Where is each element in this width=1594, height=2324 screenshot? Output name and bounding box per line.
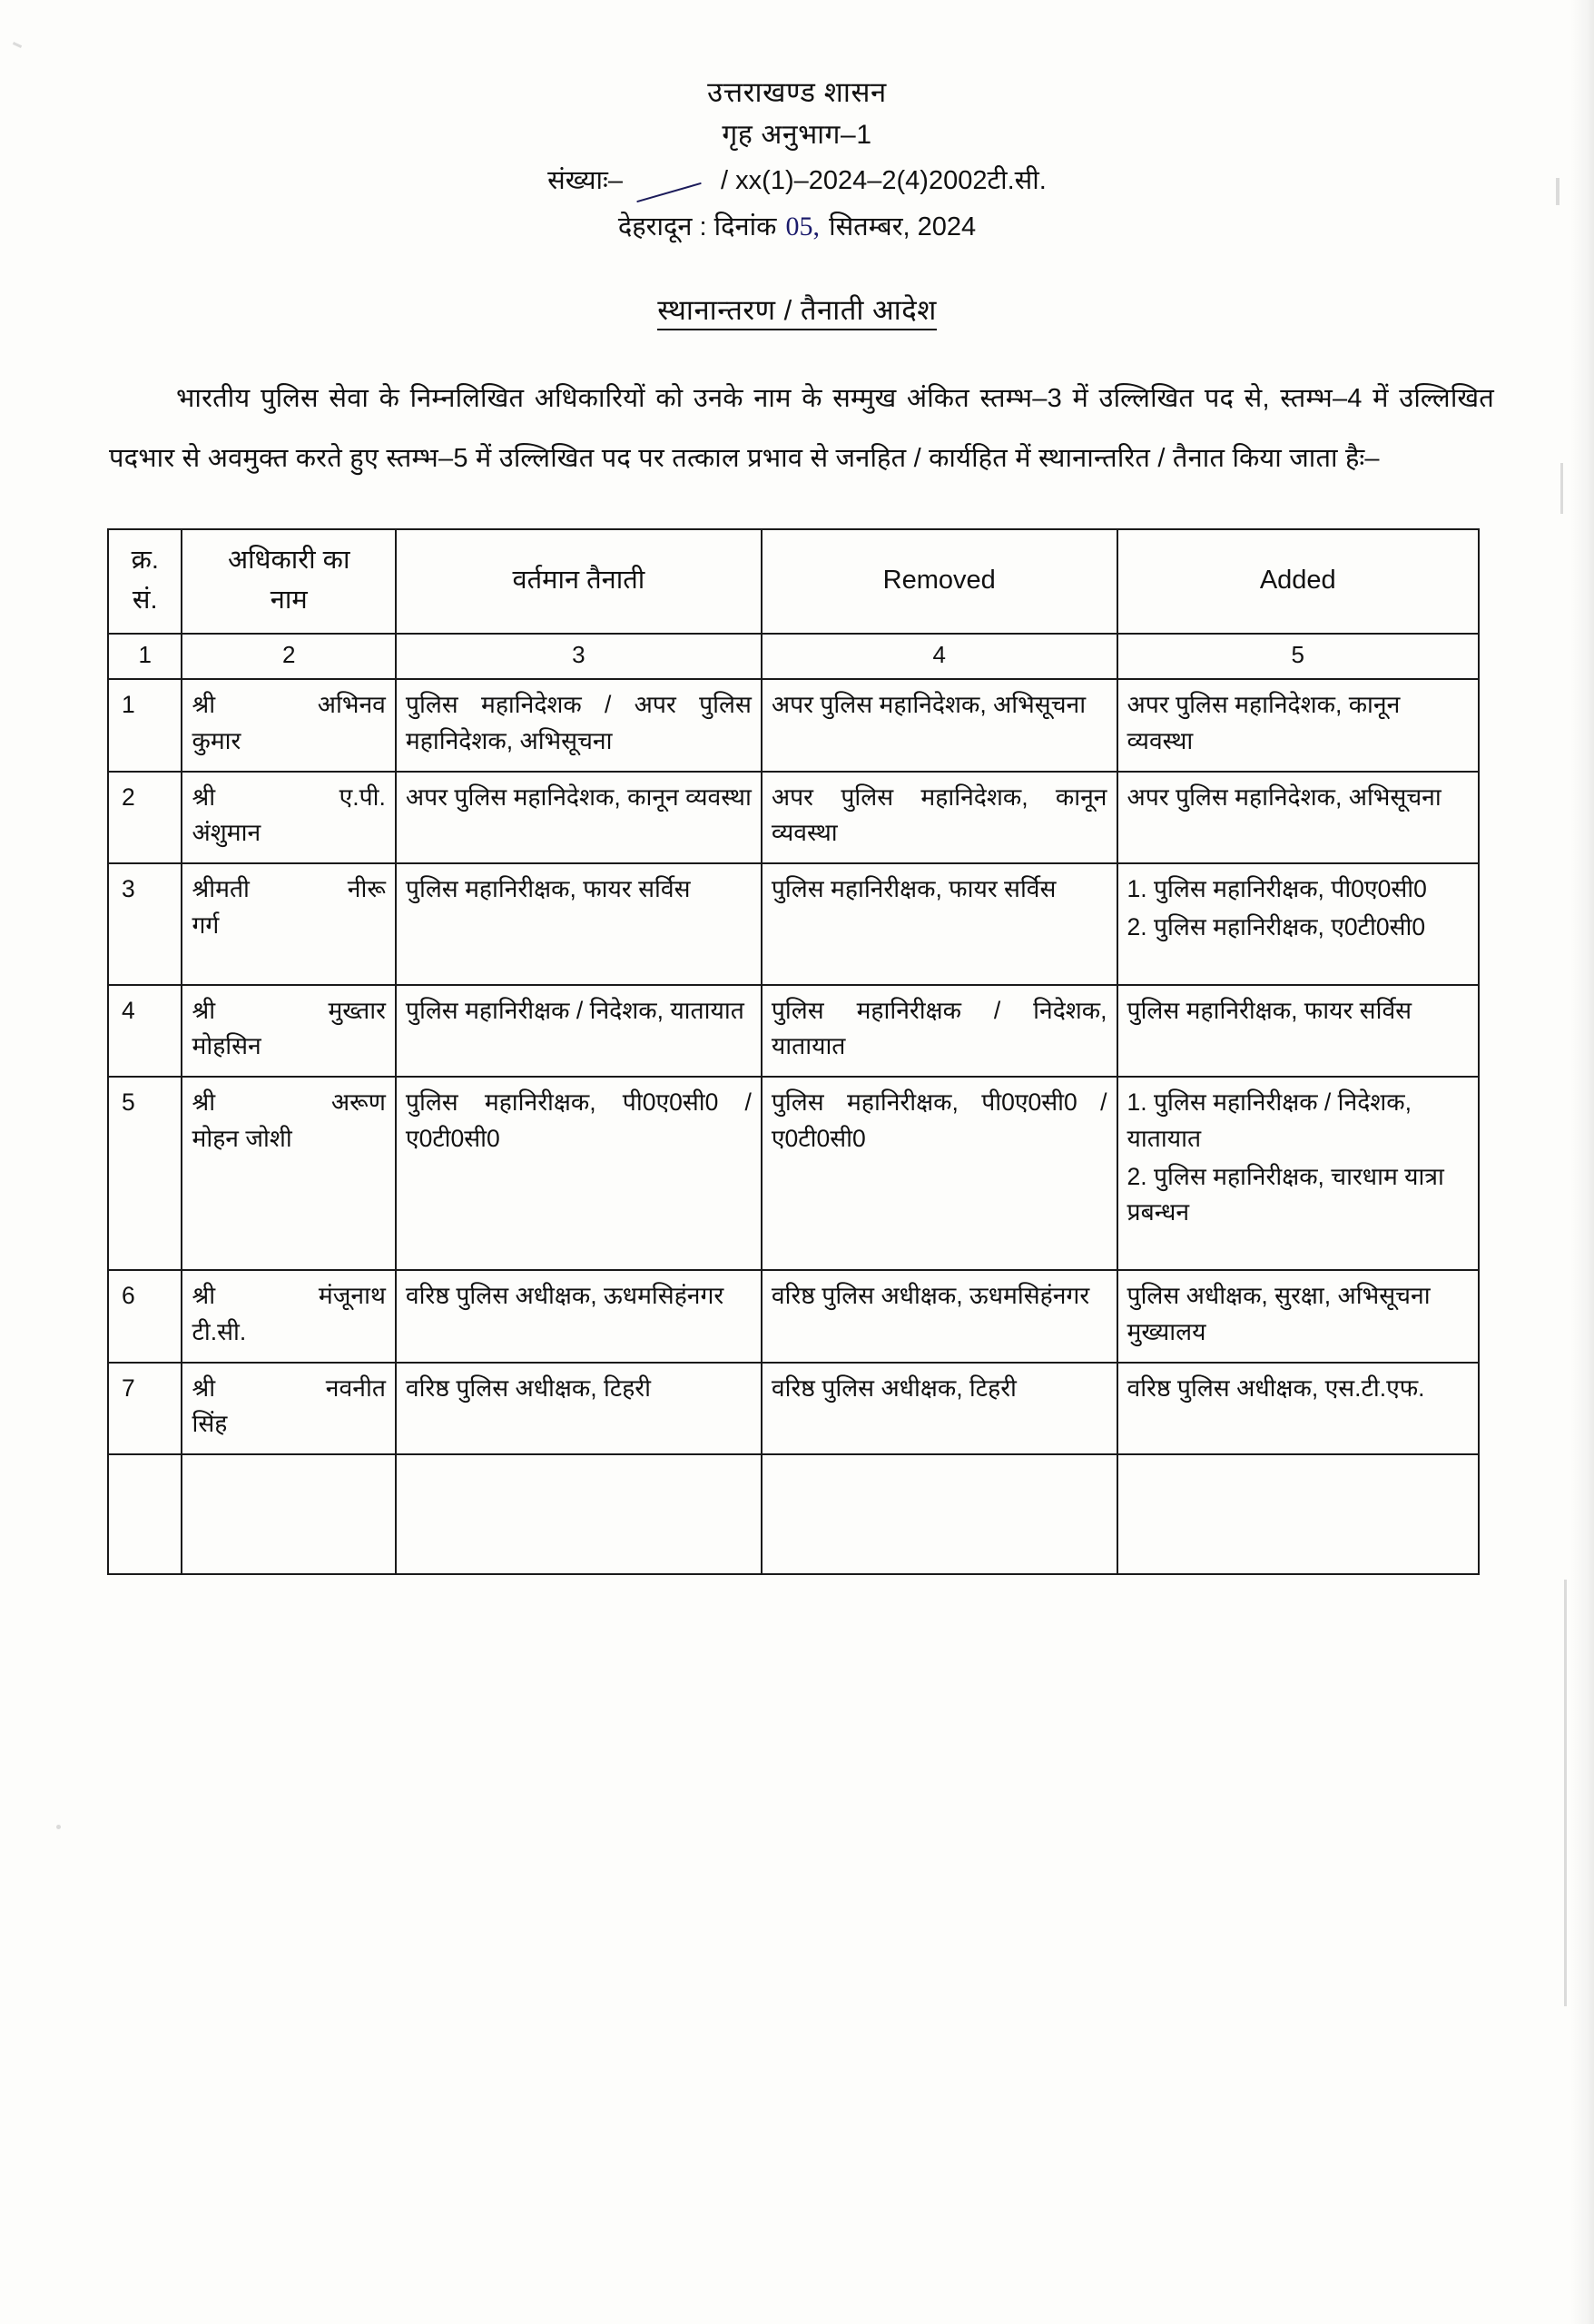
- blank-cell-current: [396, 1454, 762, 1574]
- added-list: [1127, 1085, 1469, 1231]
- row-current-posting: पुलिस महानिरीक्षक, पी0ए0सी0 / ए0टी0सी0: [396, 1077, 762, 1270]
- row-serial: 2: [108, 772, 182, 864]
- place-date-line: [0, 206, 1594, 249]
- scan-artifact-right-mid: [1560, 463, 1563, 514]
- row-added: [1117, 863, 1479, 985]
- column-header-officer-name: [182, 529, 395, 634]
- handwritten-date: 05,: [785, 212, 820, 242]
- reference-number-line: [0, 161, 1594, 202]
- table-row: [108, 679, 1479, 772]
- officer-name-line1: श्री मुख्तार: [192, 996, 386, 1024]
- row-removed: अपर पुलिस महानिदेशक, अभिसूचना: [762, 679, 1117, 772]
- row-serial: 7: [108, 1363, 182, 1455]
- column-number-4: 4: [762, 634, 1117, 679]
- transfer-order-table: [107, 528, 1480, 1575]
- handwritten-stroke-icon: [628, 173, 715, 201]
- table-header-row: [108, 529, 1479, 634]
- table-row: [108, 863, 1479, 985]
- column-header-current-posting: वर्तमान तैनाती: [396, 529, 762, 634]
- officer-name-line1: श्री मंजूनाथ: [192, 1282, 386, 1310]
- officer-name-line2: सिंह: [192, 1410, 228, 1438]
- table-row-blank: [108, 1454, 1479, 1574]
- row-added: अपर पुलिस महानिदेशक, कानून व्यवस्था: [1117, 679, 1479, 772]
- column-header-removed: Removed: [762, 529, 1117, 634]
- organization-name: उत्तराखण्ड शासन: [707, 76, 887, 108]
- page-title-text: स्थानान्तरण / तैनाती आदेश: [657, 294, 937, 330]
- row-officer-name: [182, 1270, 395, 1363]
- row-removed: अपर पुलिस महानिदेशक, कानून व्यवस्था: [762, 772, 1117, 864]
- department-name: गृह अनुभाग–1: [722, 120, 872, 151]
- row-added: पुलिस अधीक्षक, सुरक्षा, अभिसूचना मुख्यालय: [1117, 1270, 1479, 1363]
- column-header-officer-name-line2: नाम: [270, 585, 308, 615]
- list-item: 2. पुलिस महानिरीक्षक, ए0टी0सी0: [1127, 912, 1426, 940]
- row-serial: 4: [108, 985, 182, 1078]
- column-header-officer-name-line1: अधिकारी का: [227, 546, 350, 576]
- month-year: सितम्बर, 2024: [829, 212, 977, 242]
- row-added: अपर पुलिस महानिदेशक, अभिसूचना: [1117, 772, 1479, 864]
- row-current-posting: पुलिस महानिदेशक / अपर पुलिस महानिदेशक, अभिसूचना: [396, 679, 762, 772]
- row-officer-name: [182, 985, 395, 1078]
- officer-name-line2: टी.सी.: [192, 1317, 247, 1345]
- table-row: [108, 1363, 1479, 1455]
- row-current-posting: वरिष्ठ पुलिस अधीक्षक, ऊधमसिहंनगर: [396, 1270, 762, 1363]
- row-officer-name: [182, 772, 395, 864]
- officer-name-line2: कुमार: [192, 726, 241, 754]
- scan-artifact-right-lower: [1564, 1580, 1567, 2006]
- added-list: [1127, 872, 1469, 946]
- list-item: 2. पुलिस महानिरीक्षक, चारधाम यात्रा प्रबन्धन: [1127, 1162, 1444, 1226]
- table-row: [108, 1077, 1479, 1270]
- officer-name-line1: श्री अरूण: [192, 1088, 386, 1117]
- row-current-posting: पुलिस महानिरीक्षक / निदेशक, यातायात: [396, 985, 762, 1078]
- blank-cell-name: [182, 1454, 395, 1574]
- table-row: [108, 772, 1479, 864]
- row-serial: 6: [108, 1270, 182, 1363]
- row-removed: पुलिस महानिरीक्षक, पी0ए0सी0 / ए0टी0सी0: [762, 1077, 1117, 1270]
- table-column-number-row: [108, 634, 1479, 679]
- row-current-posting: वरिष्ठ पुलिस अधीक्षक, टिहरी: [396, 1363, 762, 1455]
- column-number-1: 1: [108, 634, 182, 679]
- row-officer-name: [182, 1077, 395, 1270]
- scan-artifact-top-left: [13, 42, 22, 48]
- blank-cell-serial: [108, 1454, 182, 1574]
- row-serial: 1: [108, 679, 182, 772]
- officer-name-line1: श्री ए.पी.: [192, 783, 386, 811]
- row-removed: वरिष्ठ पुलिस अधीक्षक, ऊधमसिहंनगर: [762, 1270, 1117, 1363]
- row-added: वरिष्ठ पुलिस अधीक्षक, एस.टी.एफ.: [1117, 1363, 1479, 1455]
- row-added: पुलिस महानिरीक्षक, फायर सर्विस: [1117, 985, 1479, 1078]
- row-current-posting: पुलिस महानिरीक्षक, फायर सर्विस: [396, 863, 762, 985]
- number-value: / xx(1)–2024–2(4)2002टी.सी.: [721, 165, 1047, 195]
- officer-name-line2: मोहसिन: [192, 1032, 261, 1060]
- column-header-serial: [108, 529, 182, 634]
- column-number-3: 3: [396, 634, 762, 679]
- column-header-serial-line2: सं.: [132, 585, 158, 615]
- row-removed: पुलिस महानिरीक्षक, फायर सर्विस: [762, 863, 1117, 985]
- scan-artifact-left-dot: [56, 1825, 61, 1829]
- row-officer-name: [182, 679, 395, 772]
- row-officer-name: [182, 863, 395, 985]
- page-title: [0, 290, 1594, 329]
- officer-name-line2: मोहन जोशी: [192, 1124, 292, 1152]
- column-number-2: 2: [182, 634, 395, 679]
- place-label: देहरादून : दिनांक: [617, 212, 777, 242]
- paragraph-text: भारतीय पुलिस सेवा के निम्नलिखित अधिकारियों को उनके नाम के सम्मुख अंकित स्तम्भ–3 में उल्लिखित पद से, स्तम्भ–4 में उल्लिखित पदभार से अवमुक्त करते हुए स्तम्भ–5 में उल्लिखित पद पर तत्काल प्रभाव से जनहित / कार्यहित में स्थानान्तरित / तैनात किया जाता हैः–: [109, 383, 1494, 474]
- blank-cell-removed: [762, 1454, 1117, 1574]
- table-row: [108, 985, 1479, 1078]
- order-paragraph: [109, 369, 1494, 488]
- row-current-posting: अपर पुलिस महानिदेशक, कानून व्यवस्था: [396, 772, 762, 864]
- officer-name-line1: श्री अभिनव: [192, 691, 386, 719]
- scan-edge-shadow: [1570, 0, 1594, 2324]
- list-item: 1. पुलिस महानिरीक्षक / निदेशक, यातायात: [1127, 1088, 1412, 1152]
- officer-name-line2: अंशुमान: [192, 819, 261, 847]
- column-number-5: 5: [1117, 634, 1479, 679]
- scan-artifact-right-upper: [1556, 178, 1560, 205]
- row-removed: वरिष्ठ पुलिस अधीक्षक, टिहरी: [762, 1363, 1117, 1455]
- table-row: [108, 1270, 1479, 1363]
- officer-name-line1: श्री नवनीत: [192, 1374, 386, 1402]
- row-serial: 3: [108, 863, 182, 985]
- column-header-added: Added: [1117, 529, 1479, 634]
- officer-name-line2: गर्ग: [192, 911, 220, 939]
- row-serial: 5: [108, 1077, 182, 1270]
- officer-name-line1: श्रीमती नीरू: [192, 875, 386, 903]
- document-header: [0, 71, 1594, 249]
- row-officer-name: [182, 1363, 395, 1455]
- column-header-serial-line1: क्र.: [131, 546, 159, 576]
- number-label: संख्याः–: [547, 165, 624, 195]
- list-item: 1. पुलिस महानिरीक्षक, पी0ए0सी0: [1127, 875, 1427, 903]
- row-removed: पुलिस महानिरीक्षक / निदेशक, यातायात: [762, 985, 1117, 1078]
- blank-cell-added: [1117, 1454, 1479, 1574]
- row-added: [1117, 1077, 1479, 1270]
